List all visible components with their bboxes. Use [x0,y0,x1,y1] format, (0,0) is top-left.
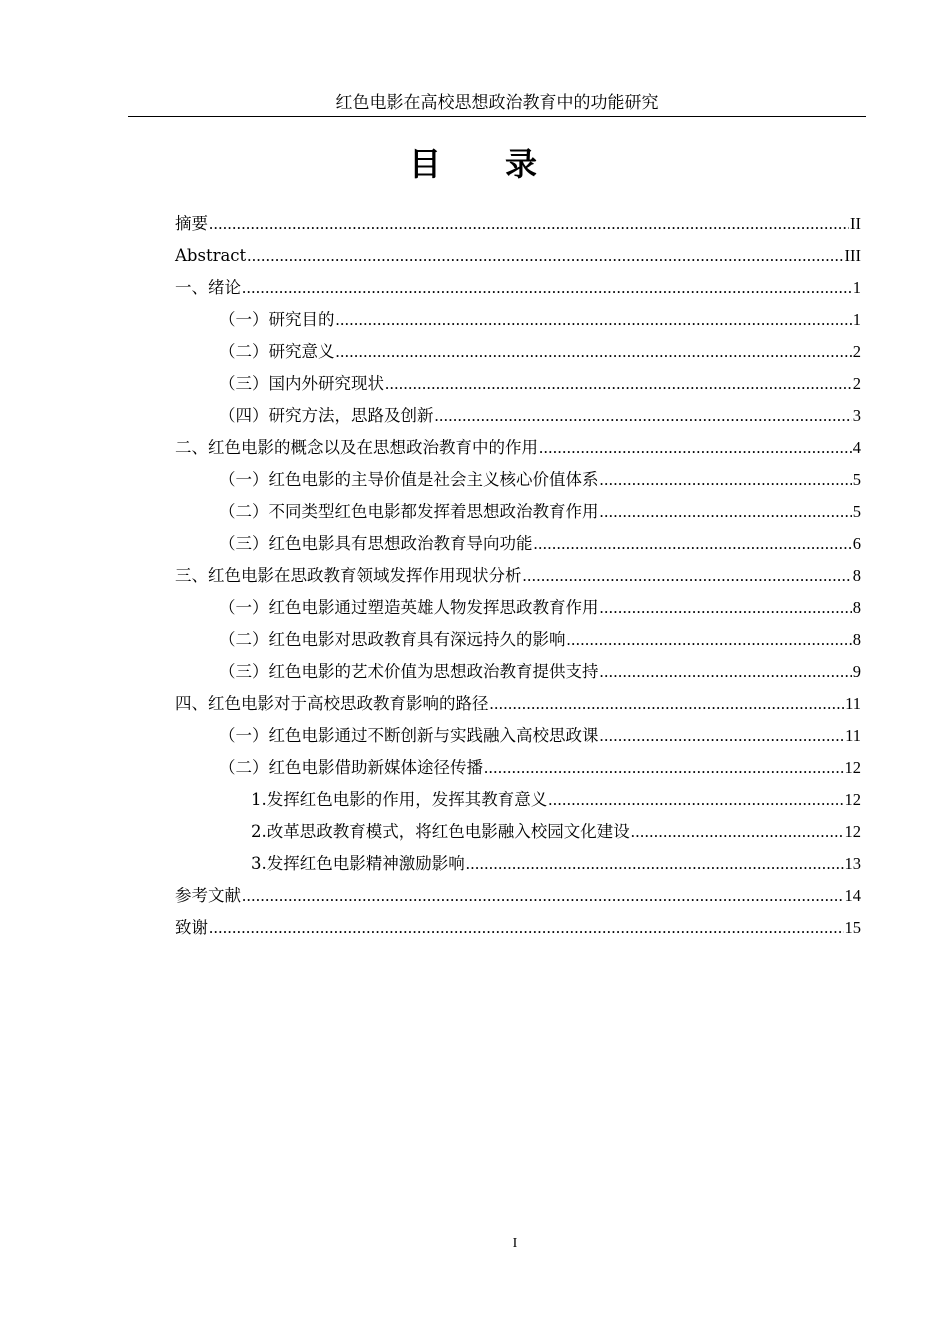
toc-entry[interactable] [175,208,861,240]
toc-entry-label: 1.发挥红色电影的作用，发挥其教育意义 [251,790,548,809]
toc-entry[interactable] [175,848,861,880]
dot-leader [490,688,845,720]
dot-leader [539,432,852,464]
running-header: 红色电影在高校思想政治教育中的功能研究 [128,92,866,117]
dot-leader [600,592,852,624]
toc-entry-page: 15 [844,918,861,937]
toc-entry-page: 5 [852,470,861,489]
dot-leader [523,560,852,592]
dot-leader [385,368,852,400]
toc-entry-page: III [844,246,861,265]
toc-entry-page: 8 [852,598,861,617]
toc-entry-label: （一）研究目的 [219,310,335,329]
dot-leader [600,656,852,688]
toc-entry-label: （一）红色电影通过不断创新与实践融入高校思政课 [219,726,599,745]
toc-entry-label: （三）红色电影具有思想政治教育导向功能 [219,534,533,553]
dot-leader [534,528,852,560]
dot-leader [242,880,844,912]
toc-entry-label: 摘要 [175,214,208,233]
toc-entry-label: 参考文献 [175,886,241,905]
toc-entry-label: 一、绪论 [175,278,241,297]
dot-leader [336,304,852,336]
toc-entry-label: Abstract [175,246,247,265]
toc-entry-label: 2.改革思政教育模式，将红色电影融入校园文化建设 [251,822,630,841]
toc-entry[interactable] [175,784,861,816]
toc-entry-label: （四）研究方法，思路及创新 [219,406,434,425]
toc-entry[interactable] [175,272,861,304]
toc-entry[interactable] [175,688,861,720]
dot-leader [336,336,852,368]
toc-entry-page: 1 [852,278,861,297]
toc-entry[interactable] [175,336,861,368]
toc-entry-page: 8 [852,566,861,585]
toc-entry[interactable] [175,368,861,400]
toc-entry-label: 二、红色电影的概念以及在思想政治教育中的作用 [175,438,538,457]
dot-leader [247,240,843,272]
toc-entry-page: 11 [845,726,861,745]
toc-entry[interactable] [175,304,861,336]
dot-leader [548,784,843,816]
toc-entry[interactable] [175,432,861,464]
dot-leader [484,752,844,784]
dot-leader [209,208,849,240]
toc-entry-label: （二）红色电影对思政教育具有深远持久的影响 [219,630,566,649]
toc-entry[interactable] [175,720,861,752]
toc-entry-label: （三）红色电影的艺术价值为思想政治教育提供支持 [219,662,599,681]
dot-leader [631,816,844,848]
toc-entry[interactable] [175,464,861,496]
toc-entry-label: 三、红色电影在思政教育领域发挥作用现状分析 [175,566,522,585]
toc-entry-page: 2 [852,342,861,361]
dot-leader [600,496,852,528]
toc-entry[interactable] [175,400,861,432]
toc-entry-label: （二）不同类型红色电影都发挥着思想政治教育作用 [219,502,599,521]
toc-entry-page: 6 [852,534,861,553]
toc-entry-label: （一）红色电影的主导价值是社会主义核心价值体系 [219,470,599,489]
toc-entry-page: 11 [845,694,861,713]
toc-entry[interactable] [175,528,861,560]
toc-entry-label: （二）研究意义 [219,342,335,361]
toc-entry-label: （一）红色电影通过塑造英雄人物发挥思政教育作用 [219,598,599,617]
dot-leader [242,272,852,304]
toc-entry[interactable] [175,912,861,944]
dot-leader [435,400,852,432]
toc-entry-page: 4 [852,438,861,457]
toc-entry-page: II [850,214,861,233]
dot-leader [600,464,852,496]
dot-leader [600,720,845,752]
toc-entry-page: 14 [844,886,861,905]
toc-entry-page: 5 [852,502,861,521]
toc-entry[interactable] [175,816,861,848]
toc-entry-page: 12 [844,790,861,809]
toc-entry[interactable] [175,880,861,912]
toc-entry-label: 3.发挥红色电影精神激励影响 [251,854,465,873]
toc-entry-page: 12 [844,758,861,777]
toc-entry-page: 13 [844,854,861,873]
toc-entry-page: 3 [852,406,861,425]
toc-entry-label: 四、红色电影对于高校思政教育影响的路径 [175,694,489,713]
toc-entry-page: 8 [852,630,861,649]
toc-entry-label: 致谢 [175,918,208,937]
toc-title: 目录 [408,145,601,183]
toc-entry[interactable] [175,560,861,592]
toc-entry-page: 1 [852,310,861,329]
dot-leader [567,624,852,656]
toc-entry[interactable] [175,752,861,784]
toc-entry-page: 12 [844,822,861,841]
toc-entry-page: 9 [852,662,861,681]
page-number: I [512,1236,518,1251]
toc-entry[interactable] [175,240,861,272]
dot-leader [209,912,844,944]
dot-leader [466,848,844,880]
toc-entry-label: （二）红色电影借助新媒体途径传播 [219,758,483,777]
toc-entry-page: 2 [852,374,861,393]
toc-entry[interactable] [175,592,861,624]
toc-entry-label: （三）国内外研究现状 [219,374,384,393]
toc-entry[interactable] [175,496,861,528]
table-of-contents [175,208,861,944]
toc-entry[interactable] [175,656,861,688]
toc-entry[interactable] [175,624,861,656]
